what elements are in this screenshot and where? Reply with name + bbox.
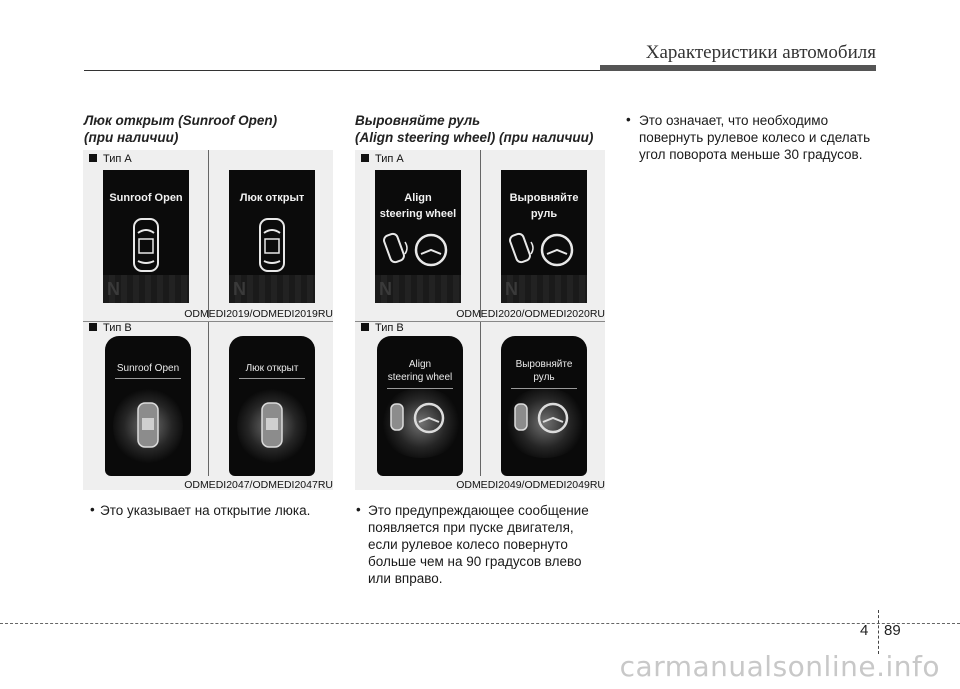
watermark: carmanualsonline.info (619, 650, 940, 683)
align-screen-a-en: Align steering wheel N (375, 170, 461, 303)
steering-wheel-icon (511, 398, 577, 438)
align-code-a: ODMEDI2020/ODMEDI2020RU (456, 308, 605, 320)
align-code-b: ODMEDI2049/ODMEDI2049RU (456, 479, 605, 491)
align-figure-panel (355, 150, 605, 490)
align-screen-a-ru: Выровняйте руль N (501, 170, 587, 303)
sunroof-screen-b-en: Sunroof Open (105, 336, 191, 476)
sunroof-screen-a-en: Sunroof Open N (103, 170, 189, 303)
bullet-marker: • (90, 502, 95, 517)
sunroof-code-b: ODMEDI2047/ODMEDI2047RU (184, 479, 333, 491)
sunroof-type-b-label: Тип B (89, 322, 132, 334)
sunroof-screen-a-ru: Люк открыт N (229, 170, 315, 303)
bullet-marker: • (626, 112, 631, 127)
page-header-title: Характеристики автомобиля (645, 42, 876, 63)
align-bullet-text: Это предупреждающее сообщение появляется при пуске двигателя, если рулевое колесо повернуто больше чем на 90 градусов влево или вправо. (368, 503, 589, 586)
sunroof-screen-b-ru: Люк открыт (229, 336, 315, 476)
sunroof-code-a: ODMEDI2019/ODMEDI2019RU (184, 308, 333, 320)
align-screen-b-ru: Выровняйте руль (501, 336, 587, 476)
chapter-number: 4 (860, 622, 869, 639)
bullet-marker: • (356, 502, 361, 517)
header-rule (84, 70, 604, 71)
steering-wheel-icon (381, 228, 455, 272)
car-top-icon (136, 401, 160, 449)
steering-wheel-icon (387, 398, 453, 438)
car-top-icon (256, 215, 288, 275)
header-rule-accent (600, 65, 876, 71)
page-number-separator (878, 610, 880, 654)
sunroof-figure-panel (83, 150, 333, 490)
align-type-b-label: Тип B (361, 322, 404, 334)
footer-rule (0, 623, 960, 624)
page-number: 89 (884, 622, 901, 639)
car-top-icon (130, 215, 162, 275)
right-column-bullet-text: Это означает, что необходимо повернуть рулевое колесо и сделать угол поворота меньше 30 градусов. (639, 113, 871, 162)
sunroof-bullet-text: Это указывает на открытие люка. (100, 503, 311, 518)
car-top-icon (260, 401, 284, 449)
align-screen-b-en: Align steering wheel (377, 336, 463, 476)
sunroof-section-title: Люк открыт (Sunroof Open) (при наличии) (84, 113, 278, 145)
sunroof-type-a-label: Тип A (89, 153, 132, 165)
align-section-title: Выровняйте руль (Align steering wheel) (при наличии) (355, 113, 594, 145)
align-type-a-label: Тип A (361, 153, 404, 165)
steering-wheel-icon (507, 228, 581, 272)
